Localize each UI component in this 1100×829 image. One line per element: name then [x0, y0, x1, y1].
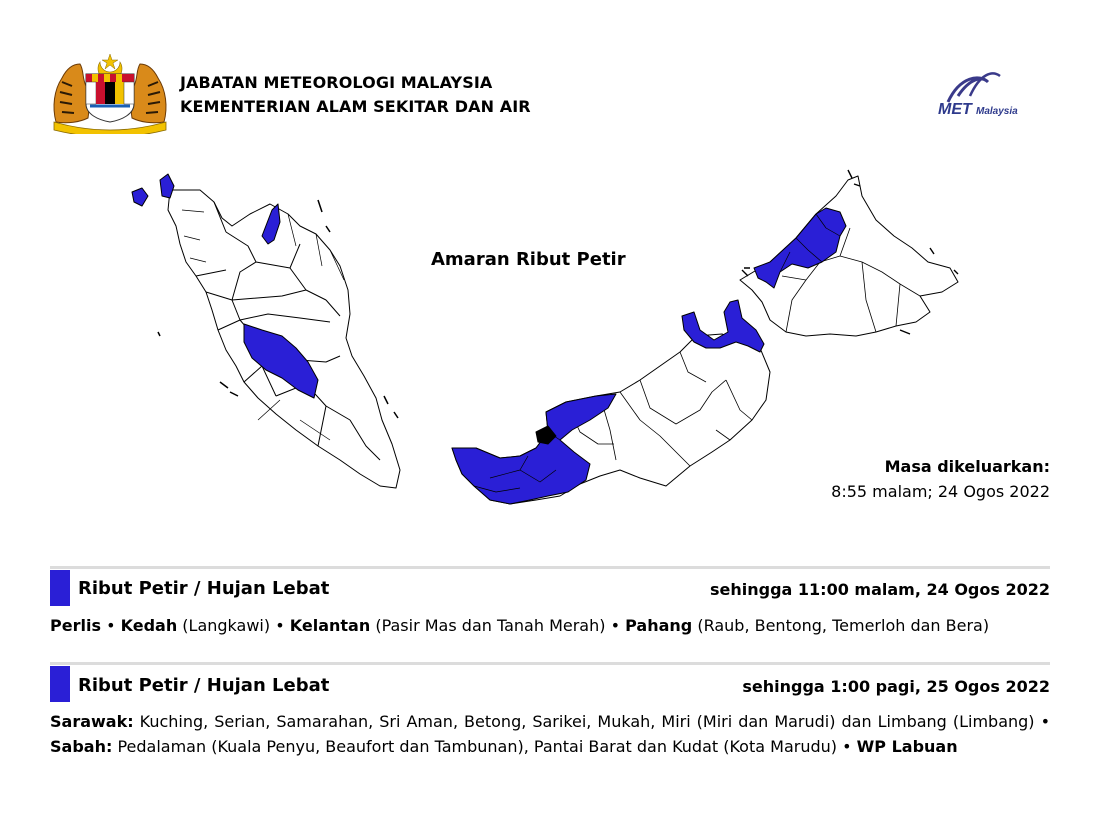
- area-detail: (Langkawi): [182, 616, 271, 635]
- area-state: Sarawak:: [50, 712, 134, 731]
- issued-time-label: Masa dikeluarkan:: [884, 457, 1050, 476]
- peninsular-malaysia: [132, 174, 400, 488]
- organization-name: JABATAN METEOROLOGI MALAYSIA: [180, 73, 493, 92]
- svg-text:MET: MET: [938, 101, 972, 118]
- area-state: WP Labuan: [856, 737, 958, 756]
- area-state: Kelantan: [289, 616, 371, 635]
- warning-2-type: Ribut Petir / Hujan Lebat: [78, 675, 330, 696]
- malaysia-coat-of-arms-logo: [50, 52, 170, 134]
- separator: •: [1040, 712, 1051, 731]
- svg-text:Malaysia: Malaysia: [976, 106, 1018, 117]
- separator: •: [610, 616, 621, 635]
- issued-time-value: 8:55 malam; 24 Ogos 2022: [831, 482, 1050, 501]
- east-malaysia: [452, 170, 958, 504]
- section-divider: [50, 566, 1050, 569]
- met-malaysia-logo: [930, 66, 1052, 126]
- area-state: Sabah:: [50, 737, 113, 756]
- langkawi-island: [132, 188, 148, 206]
- ministry-name: KEMENTERIAN ALAM SEKITAR DAN AIR: [180, 97, 531, 116]
- warning-2-areas: [50, 709, 1050, 759]
- warning-1-type: Ribut Petir / Hujan Lebat: [78, 578, 330, 599]
- area-detail: (Pasir Mas dan Tanah Merah): [375, 616, 606, 635]
- area-state: Pahang: [625, 616, 693, 635]
- area-state: Kedah: [120, 616, 178, 635]
- warning-accent-bar: [50, 570, 70, 606]
- separator: •: [106, 616, 116, 635]
- sabah-outline: [740, 176, 958, 336]
- warning-accent-bar: [50, 666, 70, 702]
- map-title: Amaran Ribut Petir: [431, 249, 626, 270]
- area-state: Perlis: [50, 616, 101, 635]
- separator: •: [842, 737, 852, 756]
- warning-1-valid-until: sehingga 11:00 malam, 24 Ogos 2022: [710, 580, 1050, 599]
- separator: •: [275, 616, 285, 635]
- area-detail: (Raub, Bentong, Temerloh dan Bera): [697, 616, 990, 635]
- warning-2-valid-until: sehingga 1:00 pagi, 25 Ogos 2022: [742, 677, 1050, 696]
- warning-1-areas: [50, 613, 1050, 638]
- section-divider: [50, 662, 1050, 665]
- area-detail: Kuching, Serian, Samarahan, Sri Aman, Betong, Sarikei, Mukah, Miri (Miri dan Marudi) dan Limbang (Limbang): [139, 712, 1035, 731]
- area-detail: Pedalaman (Kuala Penyu, Beaufort dan Tambunan), Pantai Barat dan Kudat (Kota Marudu): [117, 737, 837, 756]
